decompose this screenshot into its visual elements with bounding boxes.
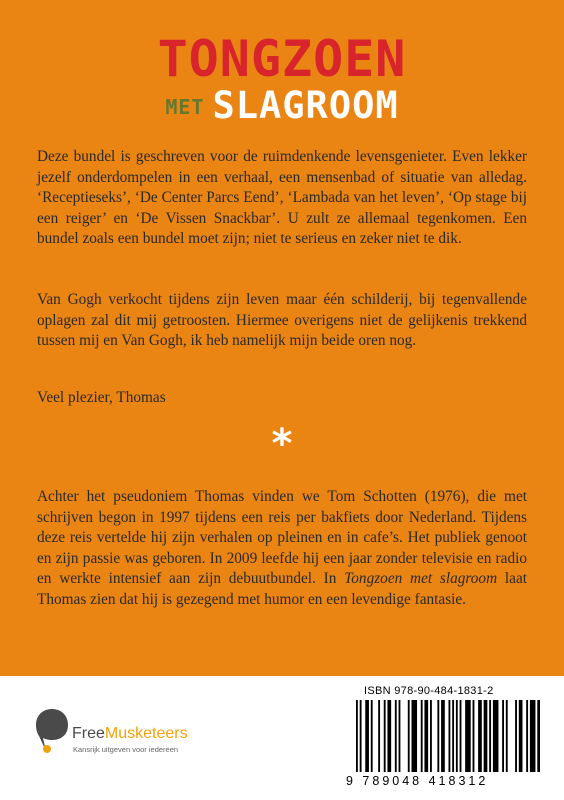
publisher-name — [72, 725, 188, 743]
author-bio-text-1: Achter het pseudoniem Thomas vinden we Tom Schotten (1976), die met schrijven begon in 1997 tijdens een reis per bakfiets door Nederland. Tijdens deze reis vertelde hij zijn verhalen op pleinen en in cafe’s. Het publiek genoot en zijn passie was geboren. In 2009 leefde hij een jaar zonder televisie en radio en werkte intensief aan zijn debuutbundel. In — [37, 488, 527, 588]
ean-digits: 9 789048 418312 — [346, 774, 489, 788]
book-title: TONGZOEN — [157, 30, 407, 88]
title-slagroom: SLAGROOM — [212, 84, 399, 127]
blurb-paragraph-2: Van Gogh verkocht tijdens zijn leven maar één schilderij, bij tegenvallende oplagen zal dit mij getroosten. Hiermee overigens niet de gelijkenis trekkend tussen mij en Van Gogh, ik heb namelijk mijn beide oren nog. — [37, 291, 527, 350]
blurb-signature: Veel plezier, Thomas — [37, 389, 166, 406]
author-bio — [37, 487, 527, 611]
blurb-paragraph-1: Deze bundel is geschreven voor de ruimdenkende levensgenieter. Even lekker jezelf onderdompelen in een verhaal, een mensenbad of situatie van alledag. ‘Receptieseks’, ‘De Center Parcs Eend’, ‘Lambada van het leven’, ‘Op stage bij een reiger’ en ‘De Vissen Snackbar’. U zult ze allemaal tegenkomen. Een bundel zoals een bundel moet zijn; niet te serieus en zeker niet te dik. — [37, 148, 527, 248]
publisher-logo — [34, 705, 234, 775]
publisher-name-musketeers: Musketeers — [104, 725, 188, 742]
publisher-name-free: Free — [72, 725, 105, 742]
speech-bubble-icon — [34, 707, 70, 755]
author-bio-text-2: laat Thomas zien dat hij is gezegend met humor en een levendige fantasie. — [37, 570, 527, 608]
book-subtitle — [0, 86, 564, 134]
author-bio-book-title: Tongzoen met slagroom — [344, 570, 498, 588]
publisher-tagline: Kansrijk uitgeven voor iedereen — [73, 745, 179, 754]
title-met: MET — [165, 95, 205, 119]
barcode — [356, 700, 540, 772]
isbn-label: ISBN 978-90-484-1831-2 — [364, 685, 494, 697]
asterisk-separator: * — [271, 421, 293, 467]
